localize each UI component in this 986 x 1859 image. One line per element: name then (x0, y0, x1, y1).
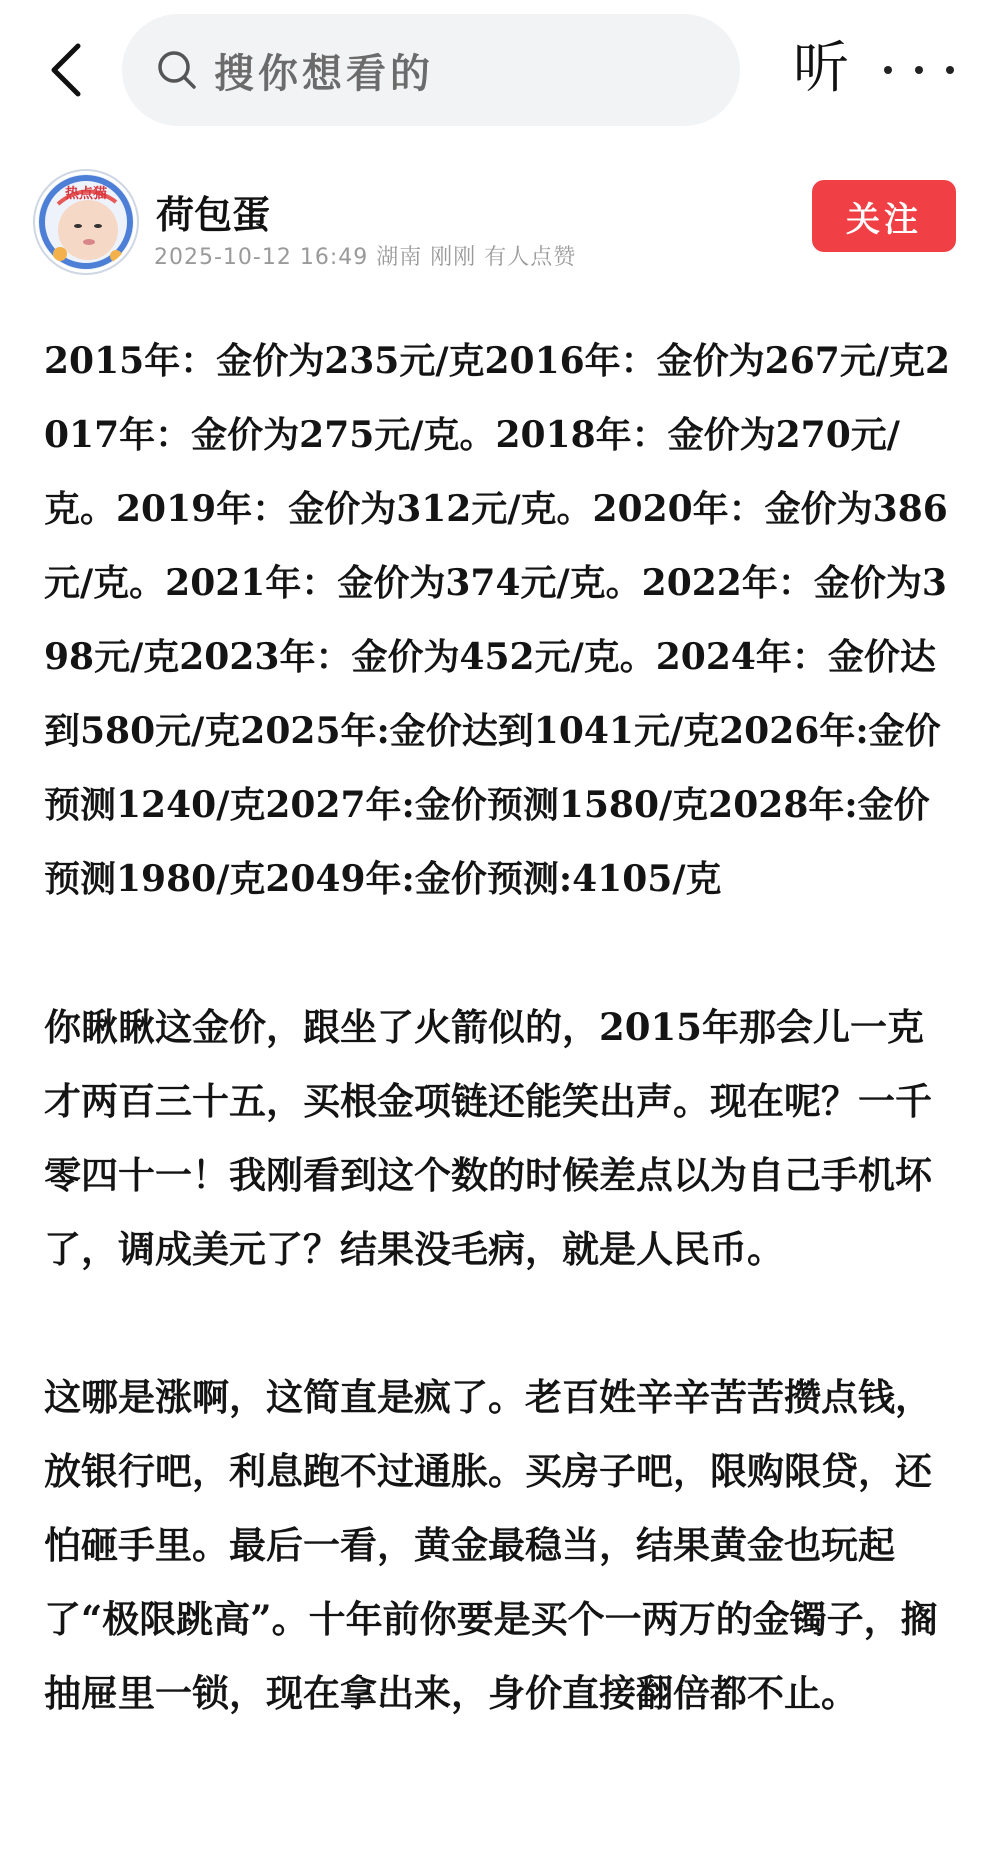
avatar-badge-text: 热点猫 (65, 186, 107, 202)
author-row (0, 170, 986, 290)
post-paragraph-analysis: 这哪是涨啊，这简直是疯了。老百姓辛辛苦苦攒点钱，放银行吧，利息跑不过通胀。买房子吧，限购限贷，还怕砸手里。最后一看，黄金最稳当，结果黄金也玩起了“极限跳高”。十年前你要是买个一两万的金镯子，搁抽屉里一锁，现在拿出来，身价直接翻倍都不止。 (44, 1375, 938, 1715)
avatar[interactable] (38, 174, 134, 270)
more-dot-icon (915, 66, 923, 74)
follow-button[interactable]: 关注 (812, 180, 956, 252)
more-dot-icon (884, 66, 892, 74)
more-button[interactable] (884, 50, 954, 90)
search-placeholder: 搜你想看的 (214, 50, 434, 97)
author-name[interactable]: 荷包蛋 (156, 192, 271, 237)
search-input[interactable] (122, 14, 740, 126)
listen-button[interactable]: 听 (793, 36, 849, 101)
top-bar (0, 0, 986, 140)
post-paragraph-comment: 你瞅瞅这金价，跟坐了火箭似的，2015年那会儿一克才两百三十五，买根金项链还能笑出声。现在呢？一千零四十一！我刚看到这个数的时候差点以为自己手机坏了，调成美元了？结果没毛病，就是人民币。 (44, 1005, 932, 1271)
avatar-image (38, 174, 134, 270)
chevron-left-icon (48, 42, 82, 98)
post-meta: 2025-10-12 16:49 湖南 刚刚 有人点赞 (154, 245, 577, 270)
post-paragraph-prices: 2015年：金价为235元/克2016年：金价为267元/克2017年：金价为275元/克。2018年：金价为270元/克。2019年：金价为312元/克。2020年：金价为386元/克。2021年：金价为374元/克。2022年：金价为398元/克2023年：金价为452元/克。2024年：金价达到580元/克2025年:金价达到1041元/克2026年:金价预测1240/克2027年:金价预测1580/克2028年:金价预测1980/克2049年:金价预测:4105/克 (44, 340, 951, 900)
more-dot-icon (946, 66, 954, 74)
post-content (44, 324, 956, 1730)
search-icon (156, 49, 198, 91)
back-button[interactable] (40, 38, 90, 102)
